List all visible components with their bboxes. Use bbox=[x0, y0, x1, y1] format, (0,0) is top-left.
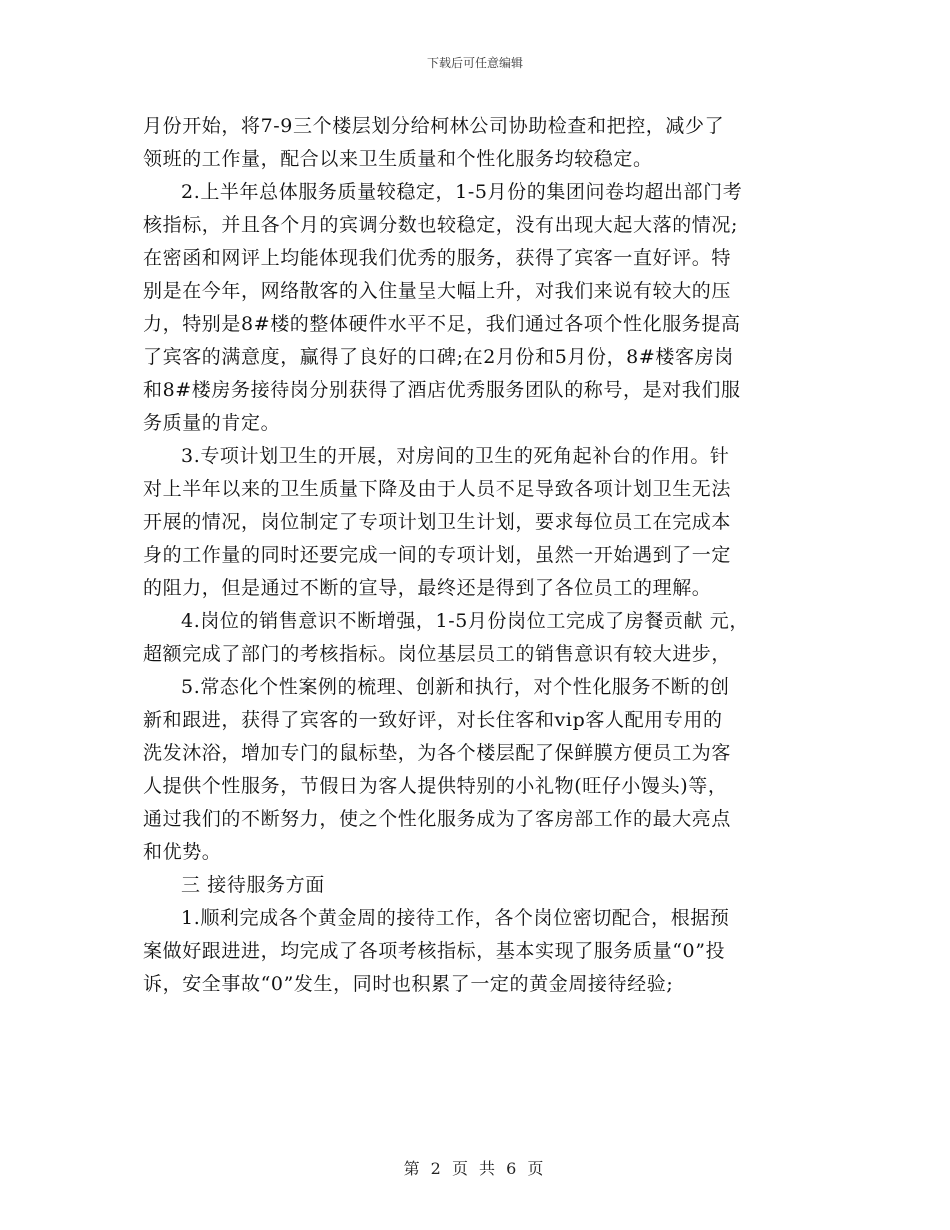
text-line: 力，特别是8#楼的整体硬件水平不足，我们通过各项个性化服务提高 bbox=[143, 313, 741, 335]
text-line: 了宾客的满意度，赢得了良好的口碑;在2月份和5月份，8#楼客房岗 bbox=[143, 346, 734, 368]
page-header: 下载后可任意编辑 bbox=[426, 56, 523, 70]
text-line: 洗发沐浴，增加专门的鼠标垫，为各个楼层配了保鲜膜方便员工为客 bbox=[143, 742, 732, 764]
text-line: 身的工作量的同时还要完成一间的专项计划，虽然一开始遇到了一定 bbox=[143, 544, 732, 566]
text-line: 的阻力，但是通过不断的宣导，最终还是得到了各位员工的理解。 bbox=[143, 577, 712, 599]
text-line: 月份开始，将7-9三个楼层划分给柯林公司协助检查和把控，减少了 bbox=[143, 115, 725, 137]
section-heading: 三 接待服务方面 bbox=[181, 874, 325, 896]
text-line: 1.顺利完成各个黄金周的接待工作，各个岗位密切配合，根据预 bbox=[181, 907, 730, 929]
text-line: 和8#楼房务接待岗分别获得了酒店优秀服务团队的称号，是对我们服 bbox=[143, 379, 741, 401]
text-line: 4.岗位的销售意识不断增强，1-5月份岗位工完成了房餐贡献 元， bbox=[181, 610, 749, 632]
page-number-footer: 第 2 页 共 6 页 bbox=[403, 1159, 547, 1178]
text-line: 别是在今年，网络散客的入住量呈大幅上升，对我们来说有较大的压 bbox=[143, 280, 732, 302]
text-line: 新和跟进，获得了宾客的一致好评，对长住客和vip客人配用专用的 bbox=[143, 709, 723, 731]
text-line: 人提供个性服务，节假日为客人提供特别的小礼物(旺仔小馒头)等， bbox=[143, 775, 728, 797]
document-body bbox=[143, 110, 823, 1001]
text-line: 5.常态化个性案例的梳理、创新和执行，对个性化服务不断的创 bbox=[181, 676, 730, 698]
text-line: 案做好跟进进，均完成了各项考核指标，基本实现了服务质量“0”投 bbox=[143, 940, 726, 962]
text-line: 诉，安全事故“0”发生，同时也积累了一定的黄金周接待经验; bbox=[143, 973, 674, 995]
text-line: 对上半年以来的卫生质量下降及由于人员不足导致各项计划卫生无法 bbox=[143, 478, 732, 500]
text-line: 超额完成了部门的考核指标。岗位基层员工的销售意识有较大进步， bbox=[143, 643, 732, 665]
text-line: 核指标，并且各个月的宾调分数也较稳定，没有出现大起大落的情况; bbox=[143, 214, 739, 236]
text-line: 3.专项计划卫生的开展，对房间的卫生的死角起补台的作用。针 bbox=[181, 445, 730, 467]
text-line: 通过我们的不断努力，使之个性化服务成为了客房部工作的最大亮点 bbox=[143, 808, 732, 830]
text-line: 和优势。 bbox=[143, 841, 222, 863]
text-line: 务质量的肯定。 bbox=[143, 412, 281, 434]
text-line: 领班的工作量，配合以来卫生质量和个性化服务均较稳定。 bbox=[143, 148, 653, 170]
text-line: 2.上半年总体服务质量较稳定，1-5月份的集团问卷均超出部门考 bbox=[181, 181, 743, 203]
text-line: 在密函和网评上均能体现我们优秀的服务，获得了宾客一直好评。特 bbox=[143, 247, 732, 269]
text-line: 开展的情况，岗位制定了专项计划卫生计划，要求每位员工在完成本 bbox=[143, 511, 732, 533]
